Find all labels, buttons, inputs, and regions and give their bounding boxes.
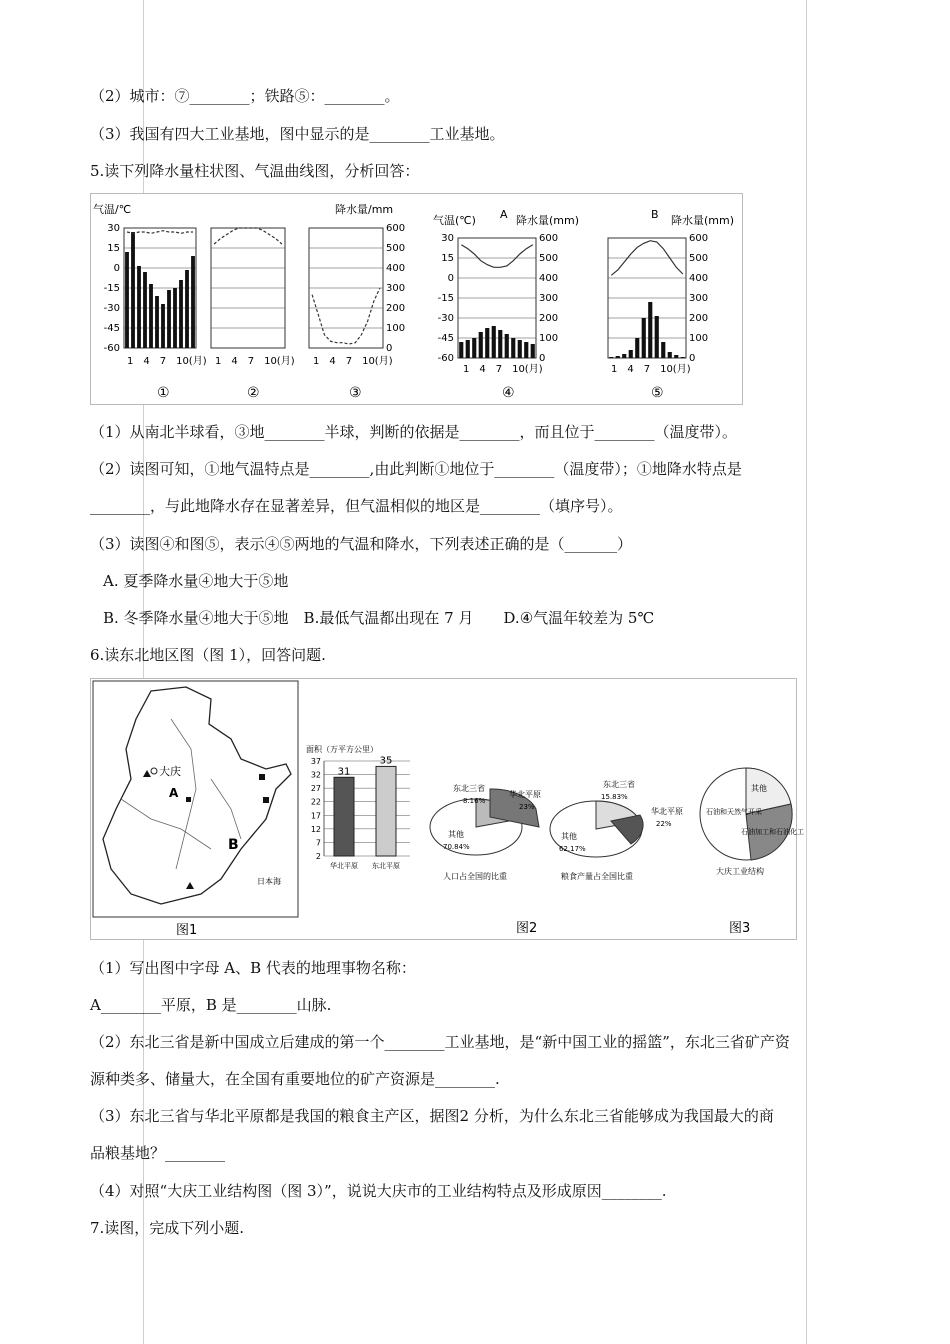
precip-bar — [498, 330, 502, 358]
month-ticks: 1 4 7 10(月) — [127, 356, 207, 367]
panel-label-4: ④ — [502, 385, 515, 401]
temp-tick-label: -15 — [437, 293, 454, 304]
margin-line-right — [806, 0, 807, 1344]
mine-symbol — [259, 774, 265, 780]
precip-bar — [622, 354, 626, 358]
bar-category-label: 东北平原 — [372, 862, 400, 870]
pie2-label-a: 东北三省 — [603, 780, 635, 789]
panel-letter-b: B — [651, 208, 659, 221]
climate-panel-5 — [608, 208, 734, 401]
precip-axis-title: 降水量/mm — [335, 203, 394, 216]
month-ticks: 1 4 7 10(月) — [313, 356, 393, 367]
precip-bar — [668, 352, 672, 358]
precip-bar — [531, 344, 535, 358]
precip-bar — [648, 302, 652, 358]
panel-label-1: ① — [157, 385, 170, 401]
precip-tick-label: 500 — [539, 253, 559, 264]
panel-label-5: ⑤ — [651, 385, 664, 401]
precip-bar — [609, 357, 613, 358]
bar-value-label: 35 — [379, 755, 393, 767]
q6-title: 6.读东北地区图（图 1），回答问题. — [90, 646, 326, 664]
temp-tick-label: -30 — [437, 313, 454, 324]
pie2-pct-c: 62.17% — [559, 845, 586, 853]
climate-figure — [90, 193, 743, 405]
q4-sub2: （2）城市：⑦________；铁路⑤：________。 — [90, 87, 400, 105]
pie3-label-c: 石油加工和石油化工 — [741, 828, 804, 836]
q6-sub3b: 品粮基地？________ — [90, 1144, 226, 1162]
precip-tick-label: 100 — [386, 323, 406, 334]
temp-tick-label: -45 — [103, 323, 120, 334]
precip-bar — [635, 338, 639, 358]
precip-tick-label: 600 — [689, 233, 709, 244]
month-ticks: 1 4 7 10(月) — [215, 356, 295, 367]
bar-tick-label: 37 — [310, 757, 321, 766]
q6-sub4: （4）对照“大庆工业结构图（图 3）”，说说大庆市的工业结构特点及形成原因________. — [90, 1182, 667, 1200]
bar-tick-label: 12 — [310, 824, 321, 834]
precip-tick-label: 0 — [386, 343, 393, 354]
pie1-pct-a: 8.16% — [463, 797, 486, 805]
pie1-pct-c: 70.84% — [443, 843, 470, 851]
mine-symbol — [186, 882, 194, 889]
precip-bar — [143, 272, 147, 348]
temp-axis-title-4: 气温(℃) — [433, 214, 476, 227]
pie1-label-a: 东北三省 — [453, 784, 485, 793]
bar-tick-label: 7 — [315, 838, 321, 848]
temp-tick-label: 30 — [441, 233, 454, 244]
pie2-title: 粮食产量占全国比重 — [561, 872, 633, 881]
q5-sub2b: ________，与此地降水存在显著差异，但气温相似的地区是________（填序号）。 — [90, 497, 623, 515]
temp-tick-label: 15 — [107, 243, 120, 254]
precip-bar — [505, 334, 509, 358]
precip-tick-label: 100 — [689, 333, 709, 344]
precip-bar — [459, 342, 463, 358]
map-label-daqing: 大庆 — [159, 765, 181, 778]
climate-panel-2 — [211, 228, 295, 401]
temp-tick-label: -45 — [437, 333, 454, 344]
temp-tick-label: -30 — [103, 303, 120, 314]
pie1-title: 人口占全国的比重 — [443, 872, 507, 881]
precip-tick-label: 300 — [689, 293, 709, 304]
bar-category-label: 华北平原 — [330, 862, 358, 870]
pie2-label-b: 华北平原 — [651, 807, 683, 816]
pie2-pct-a: 15.83% — [601, 793, 628, 801]
precip-tick-label: 200 — [539, 313, 559, 324]
temp-tick-label: 0 — [447, 273, 454, 284]
precip-tick-label: 600 — [539, 233, 559, 244]
temp-tick-label: -15 — [103, 283, 120, 294]
precip-bar — [518, 340, 522, 358]
precip-bar — [511, 338, 515, 358]
precip-bar — [485, 328, 489, 358]
northeast-map — [93, 681, 298, 917]
q5-option-a: A. 夏季降水量④地大于⑤地 — [103, 572, 289, 590]
precip-tick-label: 0 — [539, 353, 546, 364]
city-marker — [151, 768, 157, 774]
temp-tick-label: -60 — [103, 343, 120, 354]
mine-symbol — [263, 797, 269, 803]
precip-bar — [125, 252, 129, 348]
month-ticks: 1 4 7 10(月) — [463, 364, 543, 375]
map-label-b: B — [228, 837, 239, 853]
temperature-line — [214, 228, 282, 244]
pie1-pct-b: 23% — [519, 803, 535, 811]
precip-bar — [131, 232, 135, 348]
bar-tick-label: 2 — [315, 852, 321, 861]
q5-option-b: B. 冬季降水量④地大于⑤地 B.最低气温都出现在 7 月 D.④气温年较差为 5℃ — [103, 609, 655, 627]
pie2-label-c: 其他 — [561, 832, 577, 841]
temperature-line — [461, 245, 533, 268]
precip-bar — [167, 290, 171, 348]
precip-axis-title-4: 降水量(mm) — [516, 214, 580, 227]
area-bar — [334, 777, 354, 856]
precip-bar — [674, 355, 678, 358]
month-ticks: 1 4 7 10(月) — [611, 364, 691, 375]
precip-tick-label: 400 — [386, 263, 406, 274]
pie3-label-b: 石油和天然气开采 — [706, 808, 762, 816]
precip-tick-label: 100 — [539, 333, 559, 344]
population-pie — [430, 783, 541, 881]
precip-bar — [155, 296, 159, 348]
temperature-line — [127, 231, 193, 234]
panel-label-2: ② — [247, 385, 260, 401]
pie3-label-a: 其他 — [751, 784, 767, 793]
precip-bar — [191, 256, 195, 348]
precip-tick-label: 400 — [539, 273, 559, 284]
precip-bar — [681, 357, 685, 358]
caption-fig1: 图1 — [176, 923, 198, 938]
pie2-pct-b: 22% — [656, 820, 672, 828]
panel-letter-a: A — [500, 208, 508, 221]
q5-sub3: （3）读图④和图⑤，表示④⑤两地的气温和降水，下列表述正确的是（_______） — [90, 535, 633, 553]
precip-axis-title-5: 降水量(mm) — [671, 214, 735, 227]
precip-bar — [629, 350, 633, 358]
bar-value-label: 31 — [337, 766, 351, 778]
bar-tick-label: 22 — [310, 797, 321, 807]
area-bar-chart — [306, 744, 410, 870]
bar-tick-label: 17 — [310, 811, 321, 821]
temp-axis-title: 气温/℃ — [93, 203, 132, 216]
q4-sub3: （3）我国有四大工业基地，图中显示的是________工业基地。 — [90, 125, 505, 143]
precip-bar — [149, 284, 153, 348]
area-bar — [376, 766, 396, 856]
q6-sub3a: （3）东北三省与华北平原都是我国的粮食主产区，据图2 分析，为什么东北三省能够成为我国最大的商 — [90, 1107, 774, 1125]
precip-tick-label: 500 — [689, 253, 709, 264]
precip-bar — [173, 288, 177, 348]
precip-bar — [616, 356, 620, 358]
q5-title: 5.读下列降水量柱状图、气温曲线图，分析回答： — [90, 162, 420, 180]
bar-tick-label: 32 — [310, 770, 321, 780]
precip-bar — [642, 318, 646, 358]
pie1-label-b: 华北平原 — [509, 790, 541, 799]
q6-sub1: （1）写出图中字母 A、B 代表的地理事物名称： — [90, 959, 416, 977]
precip-bar — [479, 332, 483, 358]
q7-title: 7.读图，完成下列小题. — [90, 1219, 245, 1237]
precip-bar — [661, 342, 665, 358]
q6-sub1-answer: A________平原，B 是________山脉. — [90, 996, 332, 1014]
mine-symbol — [186, 797, 191, 802]
precip-tick-label: 0 — [689, 353, 696, 364]
map-label-sea: 日本海 — [257, 877, 281, 886]
temp-tick-label: 15 — [441, 253, 454, 264]
climate-panel-4 — [433, 208, 579, 401]
q6-sub2a: （2）东北三省是新中国成立后建成的第一个________工业基地，是“新中国工业的摇篮”，东北三省矿产资 — [90, 1033, 790, 1051]
mine-symbol — [143, 770, 151, 777]
temp-tick-label: -60 — [437, 353, 454, 364]
precip-tick-label: 400 — [689, 273, 709, 284]
pie3-title: 大庆工业结构 — [716, 867, 764, 876]
precip-bar — [466, 340, 470, 358]
pie1-label-c: 其他 — [448, 830, 464, 839]
precip-tick-label: 200 — [386, 303, 406, 314]
panel-label-3: ③ — [349, 385, 362, 401]
caption-fig3: 图3 — [729, 921, 751, 936]
precip-bar — [655, 316, 659, 358]
temp-tick-label: 30 — [107, 223, 120, 234]
precip-tick-label: 200 — [689, 313, 709, 324]
precip-bar — [137, 266, 141, 348]
q5-sub1: （1）从南北半球看，③地________半球，判断的依据是________，而且位于________（温度带）。 — [90, 423, 738, 441]
precip-bar — [472, 338, 476, 358]
precip-bar — [161, 304, 165, 348]
precip-tick-label: 600 — [386, 223, 406, 234]
precip-bar — [179, 280, 183, 348]
climate-panel-1 — [93, 202, 207, 401]
precip-bar — [185, 270, 189, 348]
grain-pie — [550, 779, 683, 881]
precip-tick-label: 500 — [386, 243, 406, 254]
bar-axis-title: 面积（万平方公里） — [306, 745, 378, 754]
climate-panel-3 — [309, 202, 405, 401]
bar-tick-label: 27 — [310, 784, 321, 794]
precip-bar — [524, 342, 528, 358]
temp-tick-label: 0 — [113, 263, 120, 274]
q6-sub2b: 源种类多、储量大，在全国有重要地位的矿产资源是________. — [90, 1070, 500, 1088]
precip-tick-label: 300 — [539, 293, 559, 304]
temperature-line — [312, 288, 380, 344]
q5-sub2a: （2）读图可知，①地气温特点是________,由此判断①地位于________（温度带）；①地降水特点是 — [90, 460, 742, 478]
map-label-a: A — [169, 786, 179, 800]
northeast-figure — [90, 678, 804, 940]
caption-fig2: 图2 — [516, 921, 538, 936]
precip-bar — [492, 326, 496, 358]
daqing-industry-pie — [700, 768, 804, 876]
precip-tick-label: 300 — [386, 283, 406, 294]
